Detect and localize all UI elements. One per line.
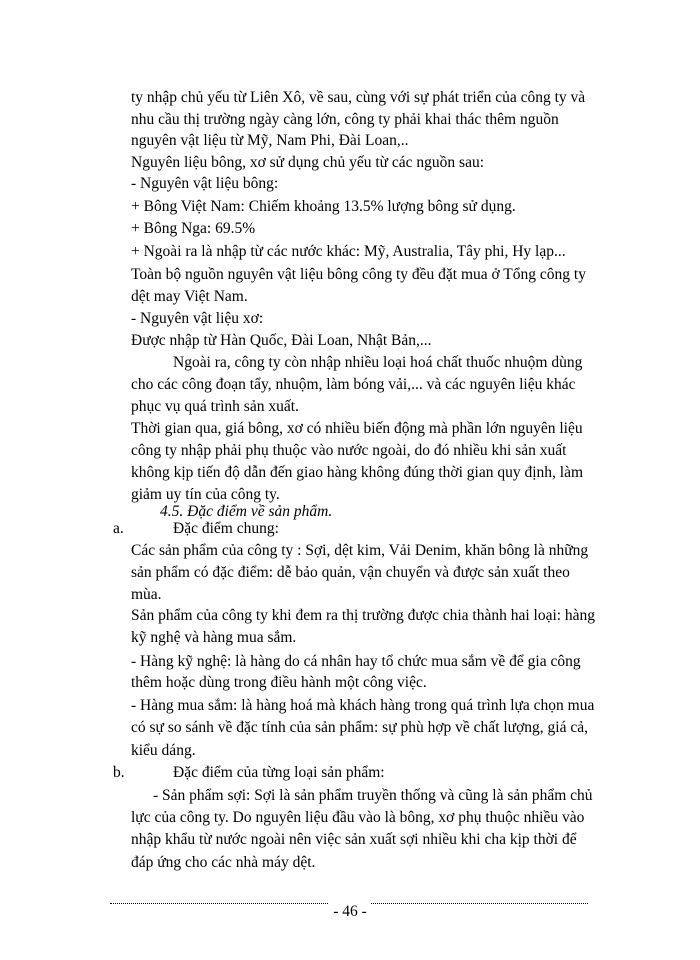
text-line: - Hàng kỹ nghệ: là hàng do cá nhân hay tổ chức mua sắm về để gia công: [131, 653, 581, 670]
text-line: cho các công đoạn tẩy, nhuộm, làm bóng vải,... và các nguyên liệu khác: [131, 376, 576, 393]
text-line: giảm uy tín của công ty.: [131, 486, 280, 503]
text-line: có sự so sánh về đặc tính của sản phẩm: sự phù hợp về chất lượng, giá cả,: [131, 719, 588, 736]
list-marker: a.: [113, 520, 124, 537]
text-line: Nguyên liệu bông, xơ sử dụng chủ yếu từ các nguồn sau:: [131, 154, 485, 171]
text-line: Sản phẩm của công ty khi đem ra thị trường được chia thành hai loại: hàng: [131, 607, 596, 624]
text-line: ty nhập chủ yếu từ Liên Xô, về sau, cùng với sự phát triển của công ty và: [131, 89, 586, 106]
text-line: phục vụ quá trình sản xuất.: [131, 398, 299, 415]
text-line: mùa.: [131, 586, 162, 603]
text-line: Được nhập từ Hàn Quốc, Đài Loan, Nhật Bản,...: [131, 332, 432, 349]
text-line: - Nguyên vật liệu bông:: [131, 175, 279, 192]
text-line: + Ngoài ra là nhập từ các nước khác: Mỹ, Australia, Tây phi, Hy lạp...: [131, 243, 566, 260]
text-line: nhu cầu thị trường ngày càng lớn, công ty phải khai thác thêm nguồn: [131, 111, 559, 128]
text-line: lực của công ty. Do nguyên liệu đầu vào là bông, xơ phụ thuộc nhiều vào: [131, 809, 585, 826]
page-number: [0, 902, 700, 922]
text-line: không kịp tiến độ dẫn đến giao hàng không đúng thời gian quy định, làm: [131, 464, 584, 481]
text-line: nhập khẩu từ nước ngoài nên việc sản xuất sợi nhiều khi cha kịp thời để: [131, 831, 577, 848]
text-line: Ngoài ra, công ty còn nhập nhiều loại hoá chất thuốc nhuộm dùng: [173, 354, 583, 371]
subsection-title: Đặc điểm của từng loại sản phẩm:: [173, 764, 385, 781]
section-heading: 4.5. Đặc điểm về sản phẩm.: [160, 503, 333, 520]
text-line: đáp ứng cho các nhà máy dệt.: [131, 854, 316, 871]
list-marker: b.: [113, 764, 125, 781]
text-line: Toàn bộ nguồn nguyên vật liệu bông công ty đều đặt mua ở Tổng công ty: [131, 266, 586, 283]
text-line: kiểu dáng.: [131, 742, 196, 759]
text-line: nguyên vật liệu từ Mỹ, Nam Phi, Đài Loan,..: [131, 132, 409, 149]
text-line: thêm hoặc dùng trong điều hành một công việc.: [131, 674, 427, 691]
text-line: - Nguyên vật liệu xơ:: [131, 310, 264, 327]
text-line: kỹ nghệ và hàng mua sắm.: [131, 629, 297, 646]
text-line: Thời gian qua, giá bông, xơ có nhiều biến động mà phần lớn nguyên liệu: [131, 420, 583, 437]
text-line: công ty nhập phải phụ thuộc vào nước ngoài, do đó nhiều khi sản xuất: [131, 442, 567, 459]
text-line: + Bông Nga: 69.5%: [131, 220, 256, 237]
subsection-title: Đặc điểm chung:: [173, 520, 279, 537]
page-number-text: - 46 -: [329, 903, 371, 920]
text-line: - Sản phẩm sợi: Sợi là sản phẩm truyền thống và cũng là sản phẩm chủ: [153, 787, 593, 804]
text-line: - Hàng mua sắm: là hàng hoá mà khách hàng trong quá trình lựa chọn mua: [131, 697, 595, 714]
text-line: sản phẩm có đặc điểm: dễ bảo quản, vận chuyển và được sản xuất theo: [131, 564, 570, 581]
text-line: + Bông Việt Nam: Chiếm khoảng 13.5% lượng bông sử dụng.: [131, 198, 516, 215]
text-line: Các sản phẩm của công ty : Sợi, dệt kim, Vải Denim, khăn bông là những: [131, 542, 589, 559]
text-line: dệt may Việt Nam.: [131, 288, 248, 305]
